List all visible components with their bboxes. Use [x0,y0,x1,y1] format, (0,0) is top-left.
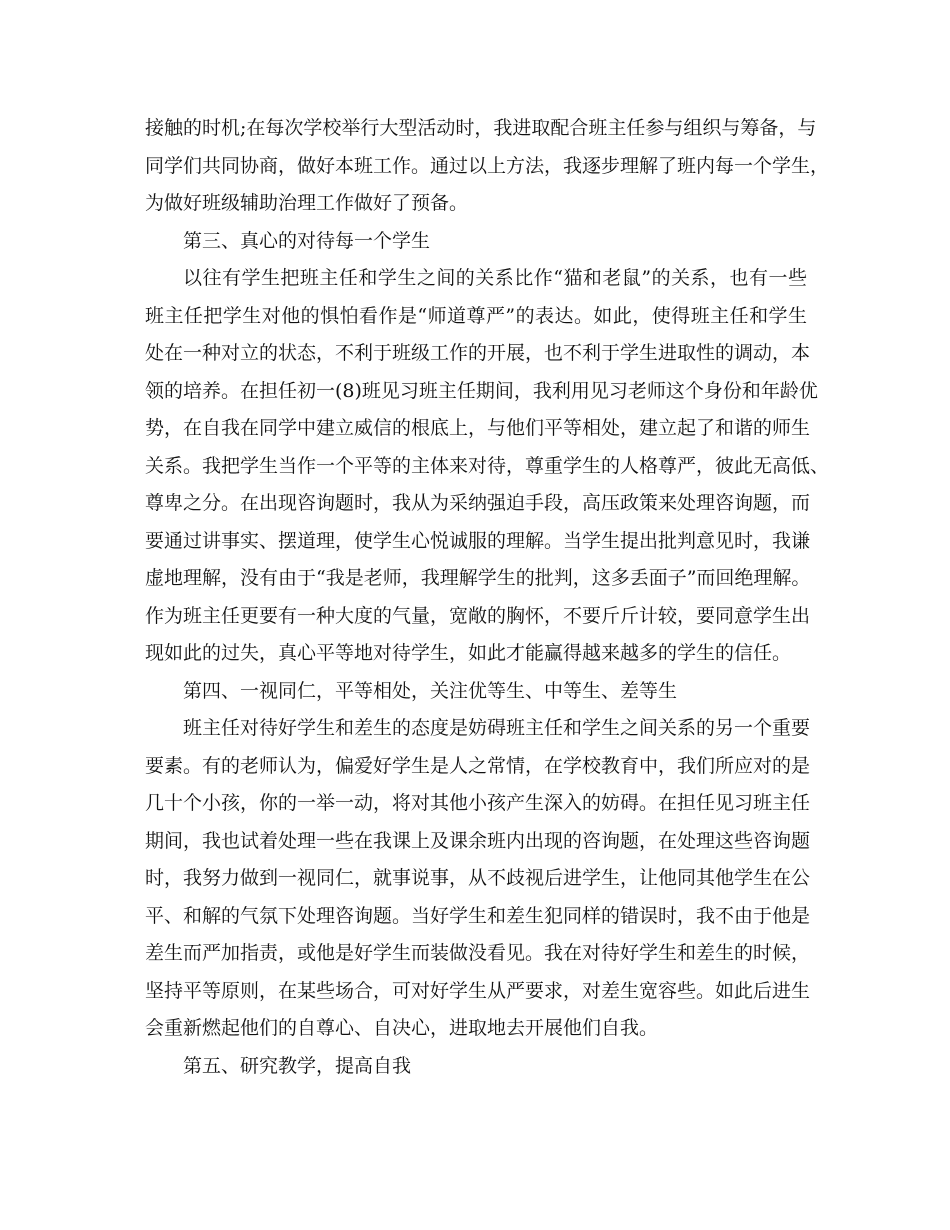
paragraph-line: 作为班主任更要有一种大度的气量，宽敞的胸怀，不要斤斤计较，要同意学生出 [145,604,811,627]
paragraph-line: 期间，我也试着处理一些在我课上及课余班内出现的咨询题，在处理这些咨询题 [145,829,811,852]
paragraph-line: 现如此的过失，真心平等地对待学生，如此才能赢得越来越多的学生的信任。 [145,642,792,664]
paragraph-line: 差生而严加指责，或他是好学生而装做没看见。我在对待好学生和差生的时候， [145,942,811,964]
paragraph-line: 要通过讲事实、摆道理，使学生心悦诚服的理解。当学生提出批判意见时，我谦 [145,529,811,552]
document-page [145,110,830,1085]
paragraph-line: 几十个小孩，你的一举一动，将对其他小孩产生深入的妨碍。在担任见习班主任 [145,792,811,814]
paragraph-line: 领的培养。在担任初一(8)班见习班主任期间，我利用见习老师这个身份和年龄优 [145,379,818,402]
paragraph-line: 以往有学生把班主任和学生之间的关系比作“猫和老鼠”的关系，也有一些 [183,267,807,289]
paragraph-line: 班主任把学生对他的惧怕看作是“师道尊严”的表达。如此，使得班主任和学生 [145,304,807,327]
paragraph-line: 虚地理解，没有由于“我是老师，我理解学生的批判，这多丢面子”而回绝理解。 [145,567,811,589]
section-heading: 第四、一视同仁，平等相处，关注优等生、中等生、差等生 [183,679,678,702]
paragraph-line: 班主任对待好学生和差生的态度是妨碍班主任和学生之间关系的另一个重要 [183,717,811,739]
paragraph-line: 同学们共同协商，做好本班工作。通过以上方法，我逐步理解了班内每一个学生， [145,154,830,177]
paragraph-line: 为做好班级辅助治理工作做好了预备。 [145,192,469,214]
section-heading: 第三、真心的对待每一个学生 [183,229,431,252]
paragraph-line: 接触的时机;在每次学校举行大型活动时，我进取配合班主任参与组织与筹备，与 [145,117,817,139]
paragraph-line: 会重新燃起他们的自尊心、自决心，进取地去开展他们自我。 [145,1017,659,1039]
paragraph-line: 尊卑之分。在出现咨询题时，我从为采纳强迫手段，高压政策来处理咨询题，而 [145,492,811,514]
paragraph-line: 坚持平等原则，在某些场合，可对好学生从严要求，对差生宽容些。如此后进生 [145,979,811,1002]
paragraph-line: 要素。有的老师认为，偏爱好学生是人之常情，在学校教育中，我们所应对的是 [145,754,811,777]
paragraph-line: 关系。我把学生当作一个平等的主体来对待，尊重学生的人格尊严，彼此无高低、 [145,454,830,477]
paragraph-line: 势，在自我在同学中建立威信的根底上，与他们平等相处，建立起了和谐的师生 [145,417,811,439]
paragraph-line: 时，我努力做到一视同仁，就事说事，从不歧视后进学生，让他同其他学生在公 [145,867,811,889]
section-heading: 第五、研究教学，提高自我 [183,1054,412,1077]
paragraph-line: 平、和解的气氛下处理咨询题。当好学生和差生犯同样的错误时，我不由于他是 [145,904,811,927]
paragraph-line: 处在一种对立的状态，不利于班级工作的开展，也不利于学生进取性的调动，本 [145,342,811,364]
